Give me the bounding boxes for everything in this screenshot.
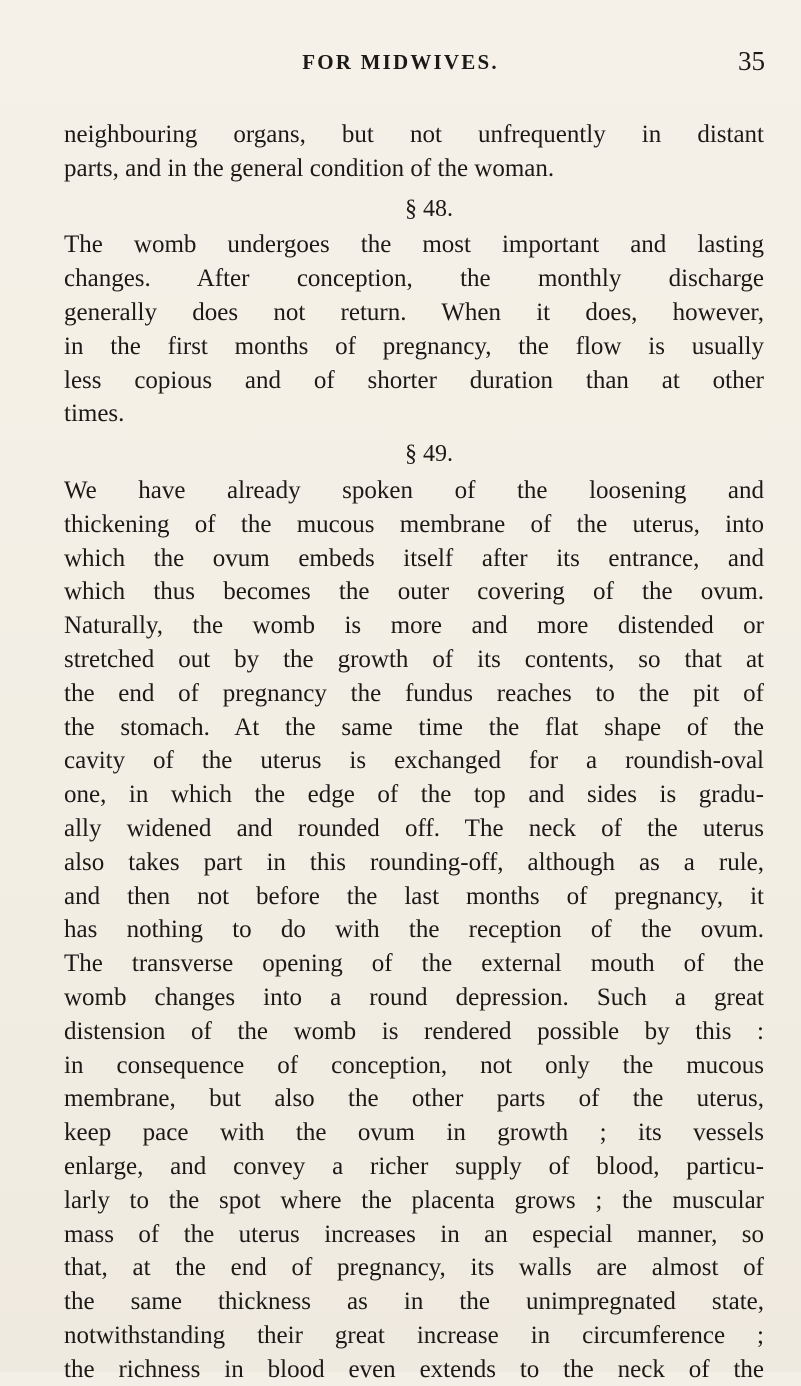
section-49-paragraph	[64, 474, 764, 1386]
running-title: FOR MIDWIVES.	[302, 50, 499, 74]
text-line: membrane, but also the other parts of the uterus,	[64, 1085, 764, 1113]
text-line: in consequence of conception, not only the mucous	[64, 1051, 764, 1079]
text-line: the richness in blood even extends to the neck of the	[64, 1355, 764, 1383]
text-line: parts, and in the general condition of the woman.	[64, 154, 555, 182]
text-line: the stomach. At the same time the flat shape of the	[64, 713, 764, 741]
text-line: notwithstanding their great increase in circumference ;	[64, 1321, 764, 1349]
text-line: that, at the end of pregnancy, its walls are almost of	[64, 1254, 764, 1282]
text-line: enlarge, and convey a richer supply of blood, particu-	[64, 1152, 764, 1180]
text-line: less copious and of shorter duration than at other	[64, 366, 764, 394]
section-heading-48: § 48.	[405, 195, 453, 222]
text-line: womb changes into a round depression. Such a great	[64, 983, 764, 1011]
text-line: mass of the uterus increases in an especial manner, so	[64, 1220, 764, 1248]
text-line: larly to the spot where the placenta grows ; the muscular	[64, 1186, 764, 1214]
text-line: changes. After conception, the monthly discharge	[64, 265, 764, 293]
intro-paragraph	[64, 118, 764, 186]
text-line: one, in which the edge of the top and sides is gradu-	[64, 781, 764, 809]
running-head	[0, 46, 801, 90]
text-line: ally widened and rounded off. The neck of the uterus	[64, 814, 764, 842]
text-line: distension of the womb is rendered possible by this :	[64, 1017, 764, 1045]
text-line: has nothing to do with the reception of the ovum.	[64, 916, 764, 944]
text-line: stretched out by the growth of its contents, so that at	[64, 645, 764, 673]
page-number: 35	[738, 46, 765, 76]
body-text	[64, 118, 764, 1386]
text-line: in the first months of pregnancy, the flow is usually	[64, 332, 764, 360]
text-line: The transverse opening of the external mouth of the	[64, 950, 764, 978]
text-line: cavity of the uterus is exchanged for a roundish-oval	[64, 747, 764, 775]
text-line: and then not before the last months of pregnancy, it	[64, 882, 764, 910]
text-line: the same thickness as in the unimpregnated state,	[64, 1288, 764, 1316]
section-48-paragraph	[64, 228, 764, 431]
section-heading-49: § 49.	[405, 441, 453, 468]
text-line: the end of pregnancy the fundus reaches to the pit of	[64, 679, 764, 707]
text-line: keep pace with the ovum in growth ; its vessels	[64, 1119, 764, 1147]
text-line: which the ovum embeds itself after its entrance, and	[64, 544, 764, 572]
text-line: which thus becomes the outer covering of the ovum.	[64, 578, 764, 606]
text-line: Naturally, the womb is more and more distended or	[64, 612, 764, 640]
text-line: generally does not return. When it does, however,	[64, 298, 764, 326]
text-line: thickening of the mucous membrane of the uterus, into	[64, 510, 764, 538]
text-line: also takes part in this rounding-off, although as a rule,	[64, 848, 764, 876]
text-line: times.	[64, 400, 125, 428]
text-line: The womb undergoes the most important and lasting	[64, 231, 764, 259]
text-line: neighbouring organs, but not unfrequently in distant	[64, 121, 764, 148]
text-line: We have already spoken of the loosening and	[64, 476, 764, 504]
